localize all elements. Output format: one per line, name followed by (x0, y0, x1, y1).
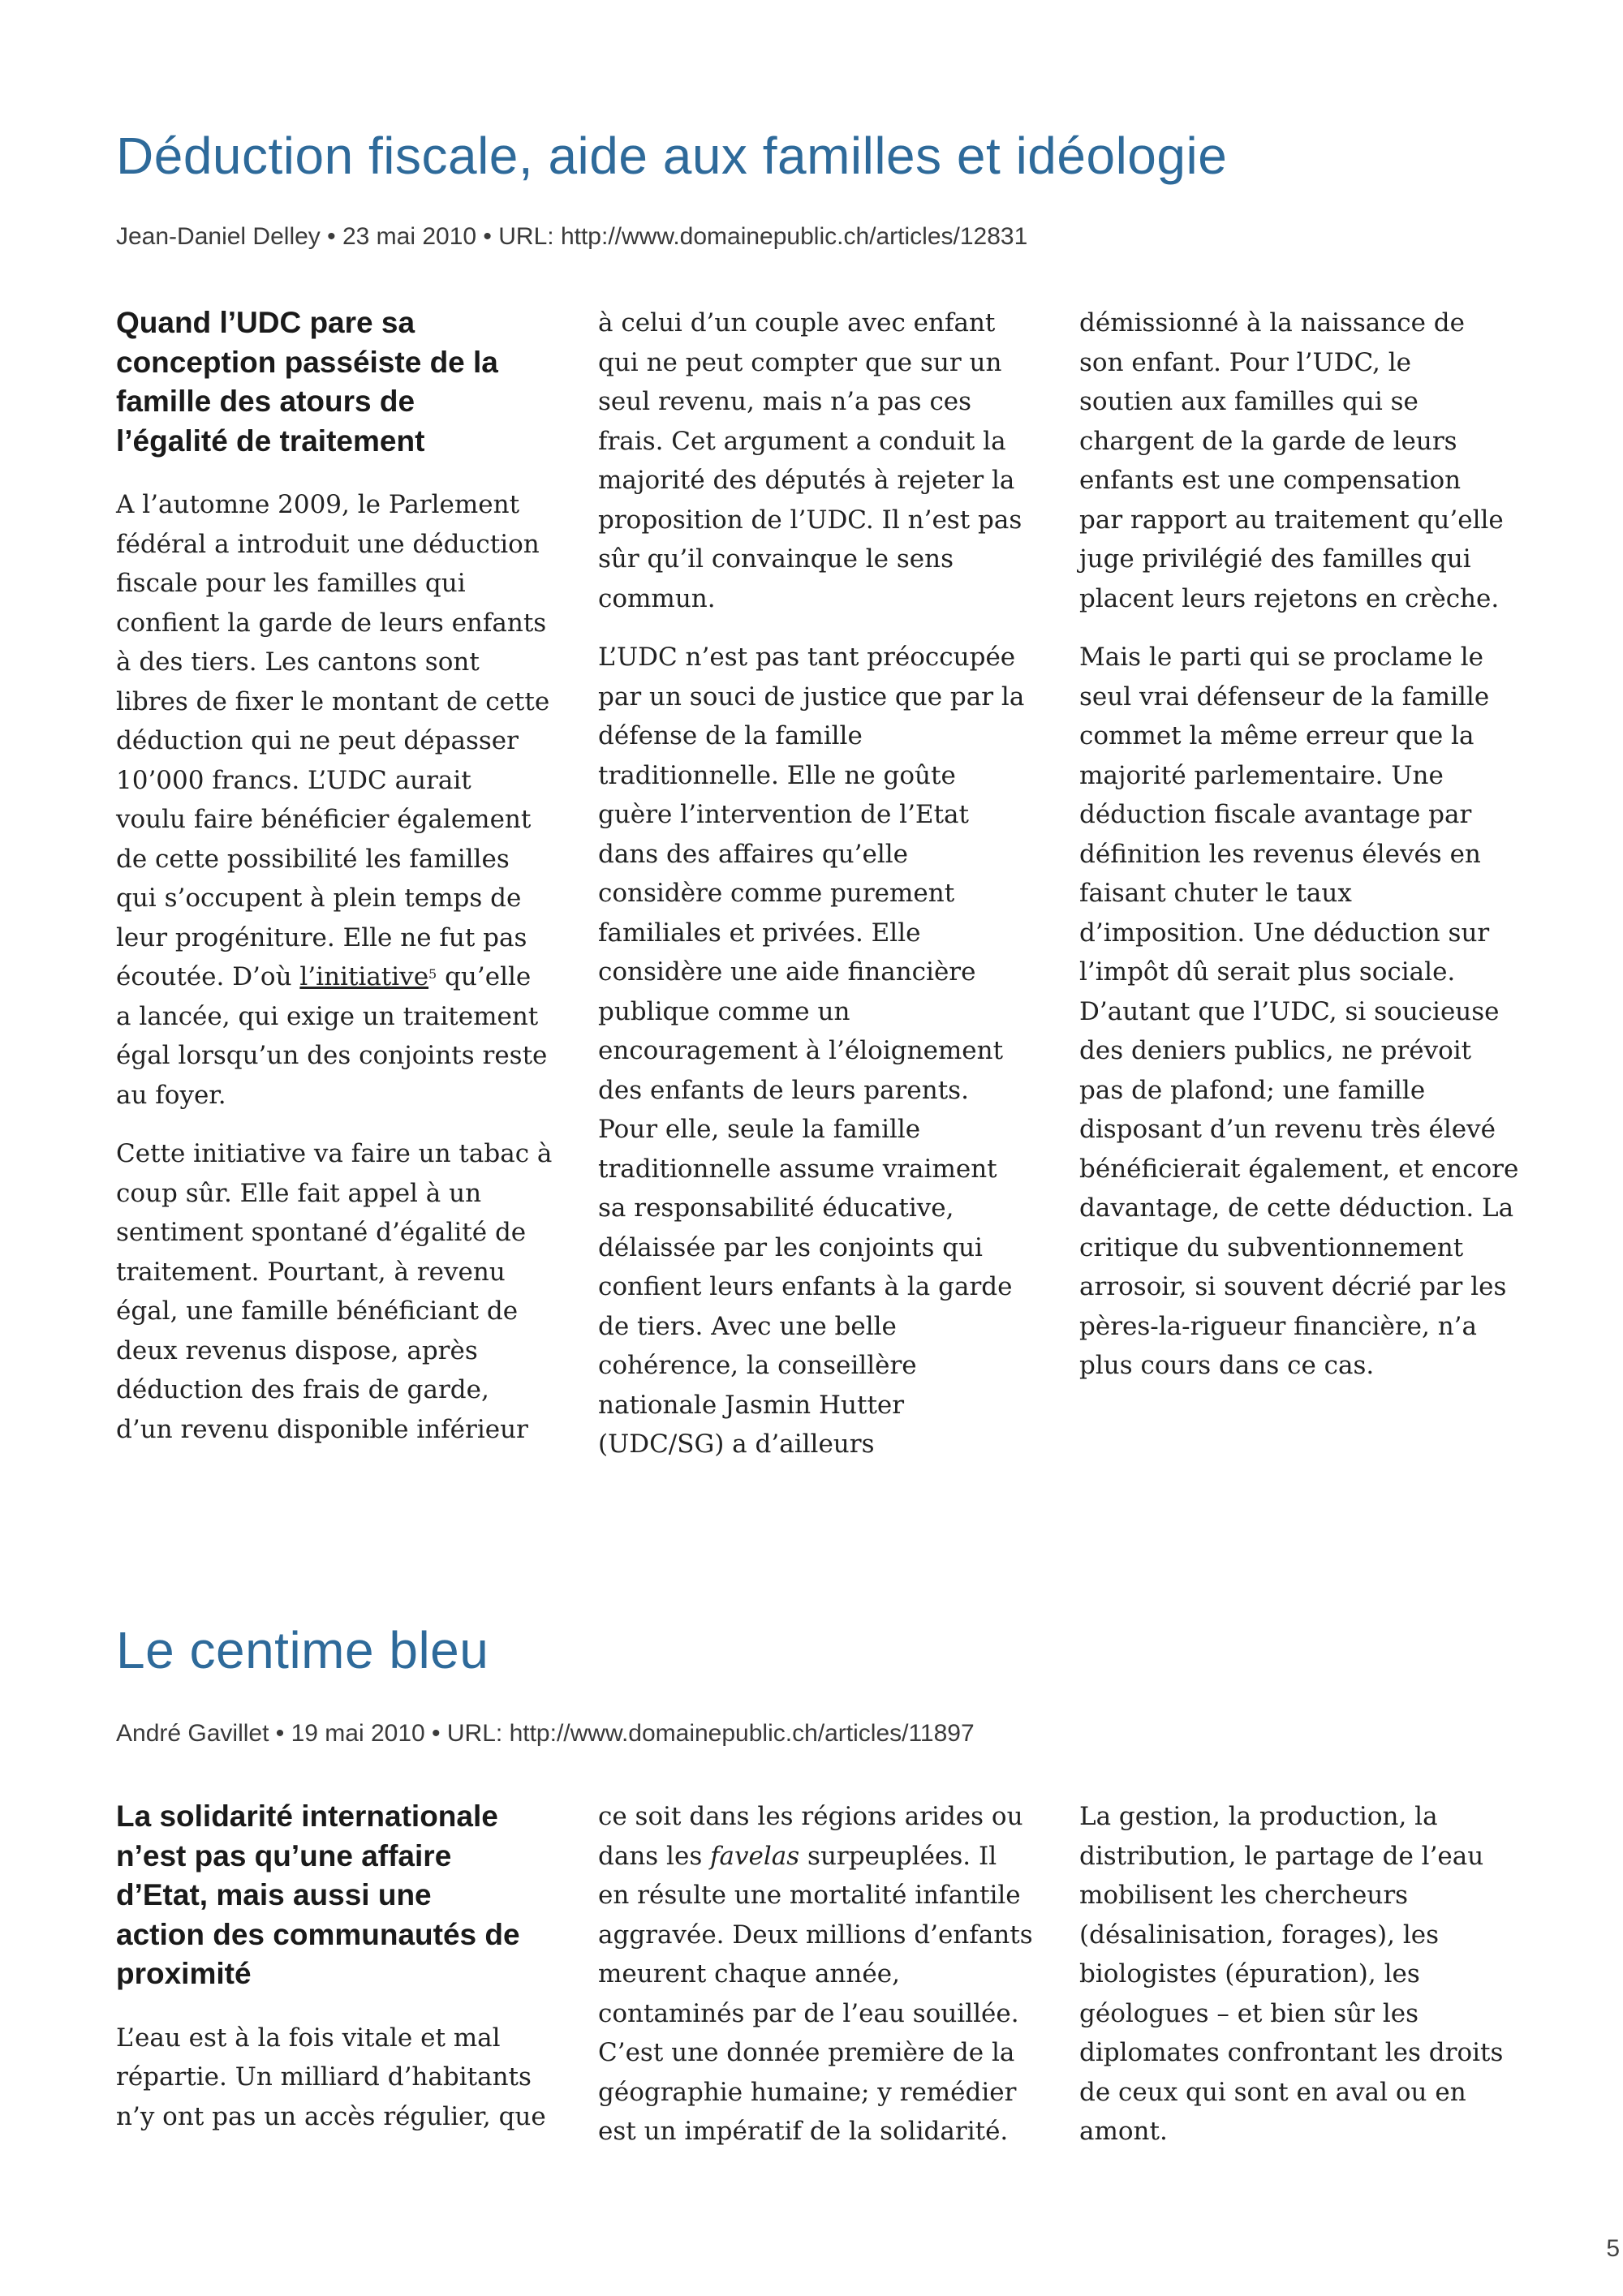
footnote-ref[interactable]: 5 (428, 966, 437, 982)
article-byline: Jean-Daniel Delley • 23 mai 2010 • URL: http://www.domainepublic.ch/articles/12831 (116, 223, 1028, 250)
paragraph: ce soit dans les régions arides ou dans les favelas surpeuplées. Il en résulte une mortalité infantile aggravée. Deux millions d’enfants meurent chaque année, contaminés par de l’eau souillée. C’est une donnée première de la géographie humaine; y remédier est un impératif de la solidarité. (598, 1802, 1033, 2146)
article1-column-2 (598, 303, 1036, 1484)
article2-column-1 (116, 1797, 554, 2156)
article2-column-3 (1079, 1797, 1518, 2171)
article-title: Le centime bleu (116, 1621, 489, 1679)
initiative-link[interactable]: l’initiative (299, 962, 429, 991)
article-byline: André Gavillet • 19 mai 2010 • URL: http://www.domainepublic.ch/articles/11897 (116, 1720, 975, 1747)
article1-column-3 (1079, 303, 1518, 1405)
paragraph: L’eau est à la fois vitale et mal répartie. Un milliard d’habitants n’y ont pas un accès régulier, que (116, 2023, 546, 2131)
paragraph: L’UDC n’est pas tant préoccupée par un souci de justice que par la défense de la famille traditionnelle. Elle ne goûte guère l’intervention de l’Etat dans des affaires qu’elle considère comme purement familiales et privées. Elle considère une aide financière publique comme un encouragement à l’éloignement des enfants de leurs parents. Pour elle, seule la famille traditionnelle assume vraiment sa responsabilité éducative, délaissée par les conjoints qui confient leurs enfants à la garde de tiers. Avec une belle cohérence, la conseillère nationale Jasmin Hutter (UDC/SG) a d’ailleurs (598, 643, 1025, 1459)
article1-column-1 (116, 303, 554, 1468)
emphasis: favelas (710, 1841, 800, 1871)
article-lead: La solidarité internationale n’est pas qu’une affaire d’Etat, mais aussi une action des communautés de proximité (116, 1799, 520, 1990)
paragraph: La gestion, la production, la distribution, le partage de l’eau mobilisent les chercheurs (désalinisation, forages), les biologistes (épuration), les géologues – et bien sûr les diplomates confrontant les droits de ceux qui sont en aval ou en amont. (1079, 1802, 1504, 2146)
paragraph: démissionné à la naissance de son enfant. Pour l’UDC, le soutien aux familles qui se chargent de la garde de leurs enfants est une compensation par rapport au traitement qu’elle juge privilégié des familles qui placent leurs rejetons en crèche. (1079, 308, 1504, 613)
paragraph: Cette initiative va faire un tabac à coup sûr. Elle fait appel à un sentiment spontané d’égalité de traitement. Pourtant, à revenu égal, une famille bénéficiant de deux revenus dispose, après déduction des frais de garde, d’un revenu disponible inférieur (116, 1139, 553, 1444)
paragraph: à celui d’un couple avec enfant qui ne peut compter que sur un seul revenu, mais n’a pas ces frais. Cet argument a conduit la majorité des députés à rejeter la proposition de l’UDC. Il n’est pas sûr qu’il convainque le sens commun. (598, 308, 1022, 613)
article-title: Déduction fiscale, aide aux familles et idéologie (116, 127, 1228, 185)
article2-column-2 (598, 1797, 1036, 2171)
page-number: 5 (1606, 2235, 1620, 2262)
paragraph: Mais le parti qui se proclame le seul vrai défenseur de la famille commet la même erreur que la majorité parlementaire. Une déduction fiscale avantage par définition les revenus élevés en faisant chuter le taux d’imposition. Une déduction sur l’impôt dû serait plus sociale. D’autant que l’UDC, si soucieuse des deniers publics, ne prévoit pas de plafond; une famille disposant d’un revenu très élevé bénéficierait également, et encore davantage, de cette déduction. La critique du subventionnement arrosoir, si souvent décrié par les pères-la-rigueur financière, n’a plus cours dans ce cas. (1079, 643, 1519, 1380)
paragraph: A l’automne 2009, le Parlement fédéral a introduit une déduction fiscale pour les familles qui confient la garde de leurs enfants à des tiers. Les cantons sont libres de fixer le montant de cette déduction qui ne peut dépasser 10’000 francs. L’UDC aurait voulu faire bénéficier également de cette possibilité les familles qui s’occupent à plein temps de leur progéniture. Elle ne fut pas écoutée. D’où l’initiative$^5$ qu’elle a lancée, qui exige un traitement égal lorsqu’un des conjoints reste au foyer. (116, 490, 550, 1110)
article-lead: Quand l’UDC pare sa conception passéiste de la famille des atours de l’égalité de traitement (116, 306, 498, 458)
